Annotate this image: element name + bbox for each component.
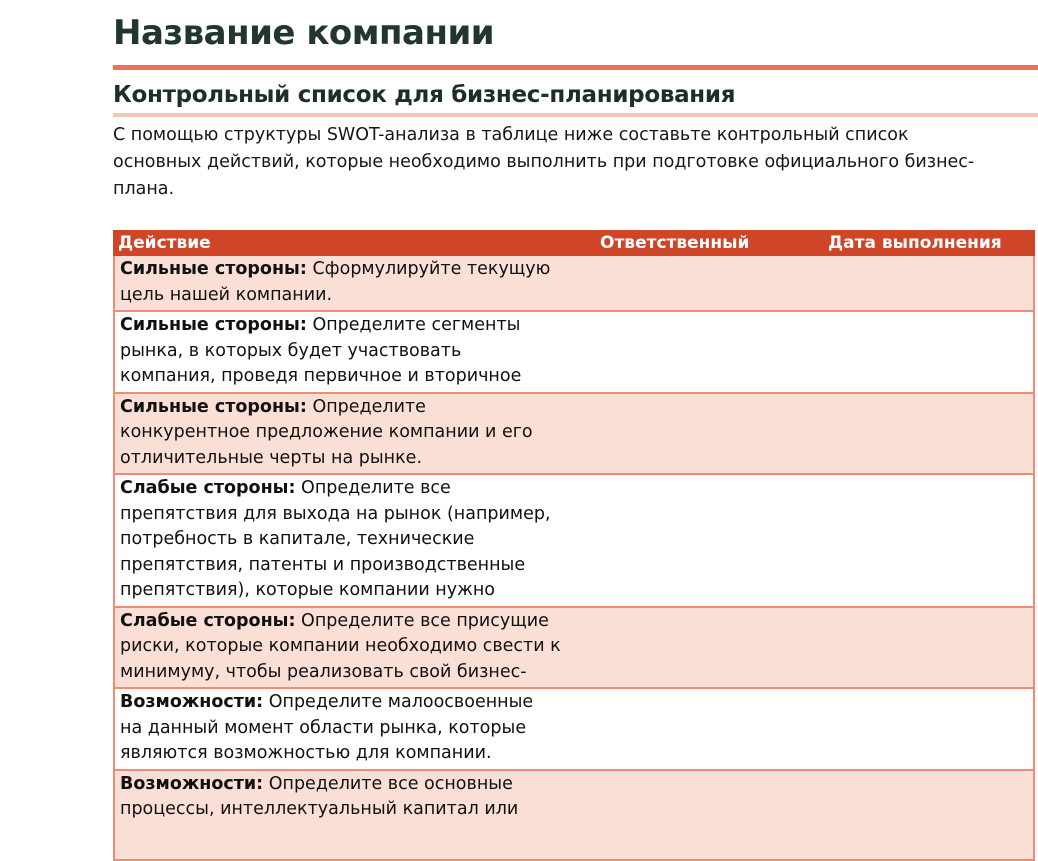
row-category-label: Возможности: [120,692,264,712]
action-line: являются возможностью для компании. [120,743,492,763]
action-line: процессы, интеллектуальный капитал или [120,799,519,819]
action-line: рынка, в которых будет участвовать [120,340,462,361]
table-row [115,771,1033,861]
action-cell[interactable] [115,771,600,859]
action-text: Определите все присущие [295,610,549,631]
due-date-cell[interactable] [828,689,1033,769]
table-row [115,312,1033,394]
row-category-label: Слабые стороны: [120,610,296,631]
responsible-cell[interactable] [600,689,828,769]
action-line [120,609,600,635]
action-text: Определите [306,396,426,417]
action-line: препятствия для выхода на рынок (например, [120,503,551,524]
action-line: минимуму, чтобы реализовать свой бизнес- [120,661,527,682]
action-cell[interactable] [115,689,600,769]
action-text: Определите сегменты [306,315,521,335]
responsible-cell[interactable] [600,608,828,688]
responsible-cell[interactable] [600,312,828,392]
table-header-row [113,230,1035,256]
action-text: Определите все [295,478,451,498]
row-category-label: Сильные стороны: [120,315,307,335]
column-header-responsible: Ответственный [600,233,750,253]
table-body [113,256,1035,861]
action-line [120,690,600,716]
table-row [115,608,1033,690]
column-header-due-date: Дата выполнения [828,233,1002,253]
intro-paragraph: С помощью структуры SWOT-анализа в таблице ниже составьте контрольный список основных действий, которые необходимо выполнить при подготовке официального бизнес-плана. [113,125,975,199]
column-header-action: Действие [118,233,211,253]
action-line: конкурентное предложение компании и его [120,422,533,442]
responsible-cell[interactable] [600,475,828,606]
action-cell[interactable] [115,312,600,392]
responsible-cell[interactable] [600,771,828,859]
action-text: Определите малоосвоенные [263,692,534,712]
row-category-label: Возможности: [120,773,264,794]
row-category-label: Слабые стороны: [120,478,296,498]
table-row [115,475,1033,608]
action-cell[interactable] [115,475,600,606]
due-date-cell[interactable] [828,312,1033,392]
subtitle-rule-divider [113,113,1038,117]
due-date-cell[interactable] [828,475,1033,606]
action-line: препятствия), которые компании нужно [120,580,496,600]
action-line: риски, которые компании необходимо свести к [120,636,561,656]
action-line: цель нашей компании. [120,284,333,305]
action-text: Сформулируйте текущую [306,259,551,279]
action-line [120,772,600,798]
action-line: на данный момент области рынка, которые [120,717,527,738]
table-row [115,689,1033,771]
due-date-cell[interactable] [828,256,1033,310]
action-cell[interactable] [115,394,600,474]
due-date-cell[interactable] [828,394,1033,474]
action-line [120,395,600,421]
row-category-label: Сильные стороны: [120,259,307,279]
action-cell[interactable] [115,256,600,310]
action-text: Определите все основные [263,773,513,794]
page-subtitle: Контрольный список для бизнес-планирования [113,82,736,108]
due-date-cell[interactable] [828,608,1033,688]
action-cell[interactable] [115,608,600,688]
checklist-table [113,230,1035,861]
action-line [120,257,600,283]
table-row [115,394,1033,476]
action-line: потребность в капитале, технические [120,529,475,549]
action-line: препятствия, патенты и производственные [120,554,526,575]
responsible-cell[interactable] [600,394,828,474]
action-line [120,476,600,502]
row-category-label: Сильные стороны: [120,396,307,417]
page-title: Название компании [113,13,495,53]
table-row [115,256,1033,312]
title-rule-divider [113,65,1038,70]
action-line: компания, проведя первичное и вторичное [120,366,522,386]
responsible-cell[interactable] [600,256,828,310]
due-date-cell[interactable] [828,771,1033,859]
action-line [120,313,600,339]
action-line: отличительные черты на рынке. [120,447,423,468]
